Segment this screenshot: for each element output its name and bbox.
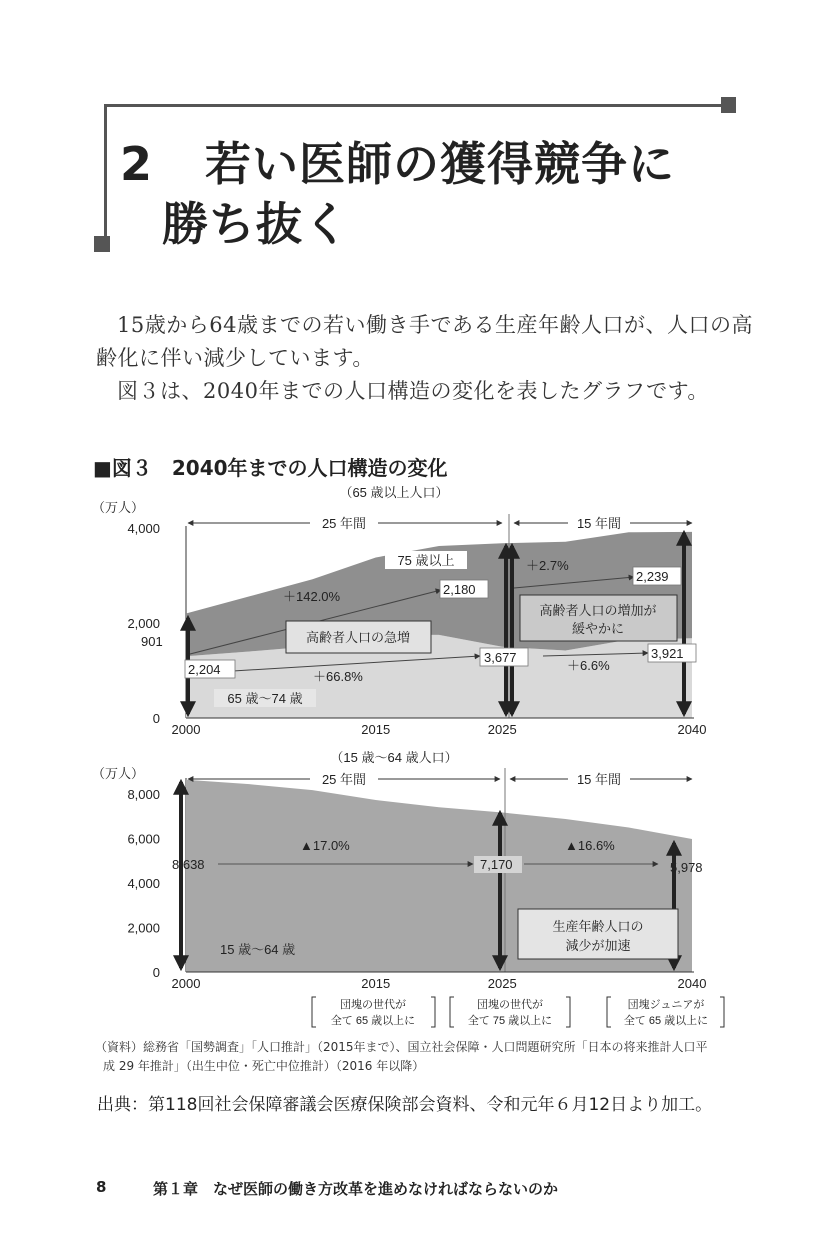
upper-x-ticks bbox=[172, 722, 707, 737]
upper-label-2204: 2,204 bbox=[188, 662, 221, 677]
lower-series-label: 15 歳～64 歳 bbox=[220, 942, 296, 957]
milestone-2015-line-1: 団塊の世代が bbox=[340, 999, 406, 1011]
milestone-2025-line-1: 団塊の世代が bbox=[477, 999, 543, 1011]
lower-chart-title: （15 歳～64 歳人口） bbox=[330, 750, 458, 765]
upper-callout-slowing-1: 高齢者人口の増加が bbox=[539, 603, 657, 618]
milestone-2040-line-1: 団塊ジュニアが bbox=[627, 999, 705, 1011]
upper-callout-slowing-2: 緩やかに bbox=[571, 621, 625, 636]
heading-frame-top-square bbox=[721, 97, 736, 113]
heading-line-1: 若い医師の獲得競争に bbox=[205, 137, 675, 191]
upper-change-142: ＋142.0% bbox=[283, 589, 341, 604]
population-chart bbox=[88, 478, 728, 1027]
lower-y-tick: 4,000 bbox=[127, 876, 160, 891]
upper-chart bbox=[92, 485, 706, 737]
lower-x-ticks bbox=[172, 976, 707, 991]
lower-label-7170: 7,170 bbox=[480, 857, 513, 872]
upper-x-tick: 2025 bbox=[487, 722, 517, 737]
upper-annotation-75plus: 75 歳以上 bbox=[397, 553, 455, 568]
heading-frame-top-line bbox=[104, 104, 732, 107]
upper-label-2239: 2,239 bbox=[636, 569, 669, 584]
lower-period-label-25: 25 年間 bbox=[321, 772, 367, 787]
milestone-2015-line-2: 全て 65 歳以上に bbox=[330, 1015, 416, 1027]
milestone-2040-line-2: 全て 65 歳以上に bbox=[623, 1015, 709, 1027]
lower-y-tick: 0 bbox=[152, 965, 160, 980]
figure-credit: 出典：第118回社会保障審議会医療保険部会資料、令和元年６月12日より加工。 bbox=[97, 1095, 713, 1115]
upper-change-2-7: ＋2.7% bbox=[526, 558, 569, 573]
lower-callout-line-1: 生産年齢人口の bbox=[552, 919, 644, 934]
lower-label-8638: 8,638 bbox=[172, 857, 205, 872]
lower-y-ticks bbox=[127, 787, 160, 980]
source-note-line-1: （資料）総務省「国勢調査」「人口推計」（2015年まで）、国立社会保障・人口問題研究所「日本の将来推計人口平 bbox=[95, 1040, 708, 1054]
upper-y-tick: 2,000 bbox=[127, 616, 160, 631]
milestone-2015 bbox=[312, 997, 435, 1027]
upper-y-ticks bbox=[127, 521, 160, 726]
source-note-line-2: 成 29 年推計」（出生中位・死亡中位推計）（2016 年以降） bbox=[103, 1058, 425, 1073]
lower-x-tick: 2040 bbox=[677, 976, 707, 991]
upper-x-tick: 2040 bbox=[677, 722, 707, 737]
upper-y-tick: 4,000 bbox=[127, 521, 160, 536]
lower-y-unit: （万人） bbox=[92, 766, 145, 781]
upper-period-label-15: 15 年間 bbox=[576, 516, 622, 531]
upper-label-2180: 2,180 bbox=[443, 582, 476, 597]
figure-label: ■図３ 2040年までの人口構造の変化 bbox=[93, 456, 448, 480]
upper-label-3921: 3,921 bbox=[651, 646, 684, 661]
lower-x-tick: 2025 bbox=[487, 976, 517, 991]
upper-period-label-25: 25 年間 bbox=[321, 516, 367, 531]
milestone-2025-line-2: 全て 75 歳以上に bbox=[467, 1015, 553, 1027]
milestone-2040 bbox=[607, 997, 724, 1027]
lower-label-5978: 5,978 bbox=[670, 860, 703, 875]
lower-period-label-15: 15 年間 bbox=[576, 772, 622, 787]
source-note bbox=[95, 1038, 735, 1075]
milestone-2025 bbox=[450, 997, 570, 1027]
lower-chart bbox=[92, 750, 724, 1027]
page-number: 8 bbox=[96, 1178, 107, 1196]
lower-x-tick: 2000 bbox=[171, 976, 201, 991]
paragraph-line-1: 15歳から64歳までの若い働き手である生産年齢人口が、人口の高 bbox=[117, 313, 753, 337]
chapter-title: 第１章 なぜ医師の働き方改革を進めなければならないのか bbox=[153, 1180, 559, 1198]
upper-y-unit: （万人） bbox=[92, 500, 145, 515]
paragraph-line-3: 図３は、2040年までの人口構造の変化を表したグラフです。 bbox=[117, 379, 709, 403]
upper-annotation-65-74: 65 歳～74 歳 bbox=[227, 691, 303, 706]
upper-change-6-6: ＋6.6% bbox=[567, 658, 610, 673]
heading-frame-bottom-square bbox=[94, 236, 110, 252]
lower-y-tick: 8,000 bbox=[127, 787, 160, 802]
paragraph-line-2: 齢化に伴い減少しています。 bbox=[96, 346, 374, 370]
heading-line-2: 勝ち抜く bbox=[162, 197, 350, 251]
lower-y-tick: 6,000 bbox=[127, 831, 160, 847]
upper-x-tick: 2015 bbox=[361, 722, 391, 737]
upper-callout-rapid-increase: 高齢者人口の急増 bbox=[305, 630, 411, 645]
heading-frame-left-line bbox=[104, 104, 107, 246]
lower-x-tick: 2015 bbox=[361, 976, 391, 991]
heading-number: 2 bbox=[120, 137, 154, 191]
lower-y-tick: 2,000 bbox=[127, 920, 160, 936]
upper-change-66-8: ＋66.8% bbox=[313, 669, 363, 684]
upper-x-tick: 2000 bbox=[171, 722, 201, 737]
upper-label-901: 901 bbox=[141, 634, 163, 649]
lower-callout-line-2: 減少が加速 bbox=[565, 938, 631, 953]
lower-change-16-6: ▲16.6% bbox=[565, 838, 615, 853]
upper-label-3677: 3,677 bbox=[484, 650, 517, 665]
upper-chart-title: （65 歳以上人口） bbox=[339, 485, 449, 500]
upper-y-tick: 0 bbox=[152, 711, 160, 726]
lower-change-17: ▲17.0% bbox=[300, 838, 350, 853]
